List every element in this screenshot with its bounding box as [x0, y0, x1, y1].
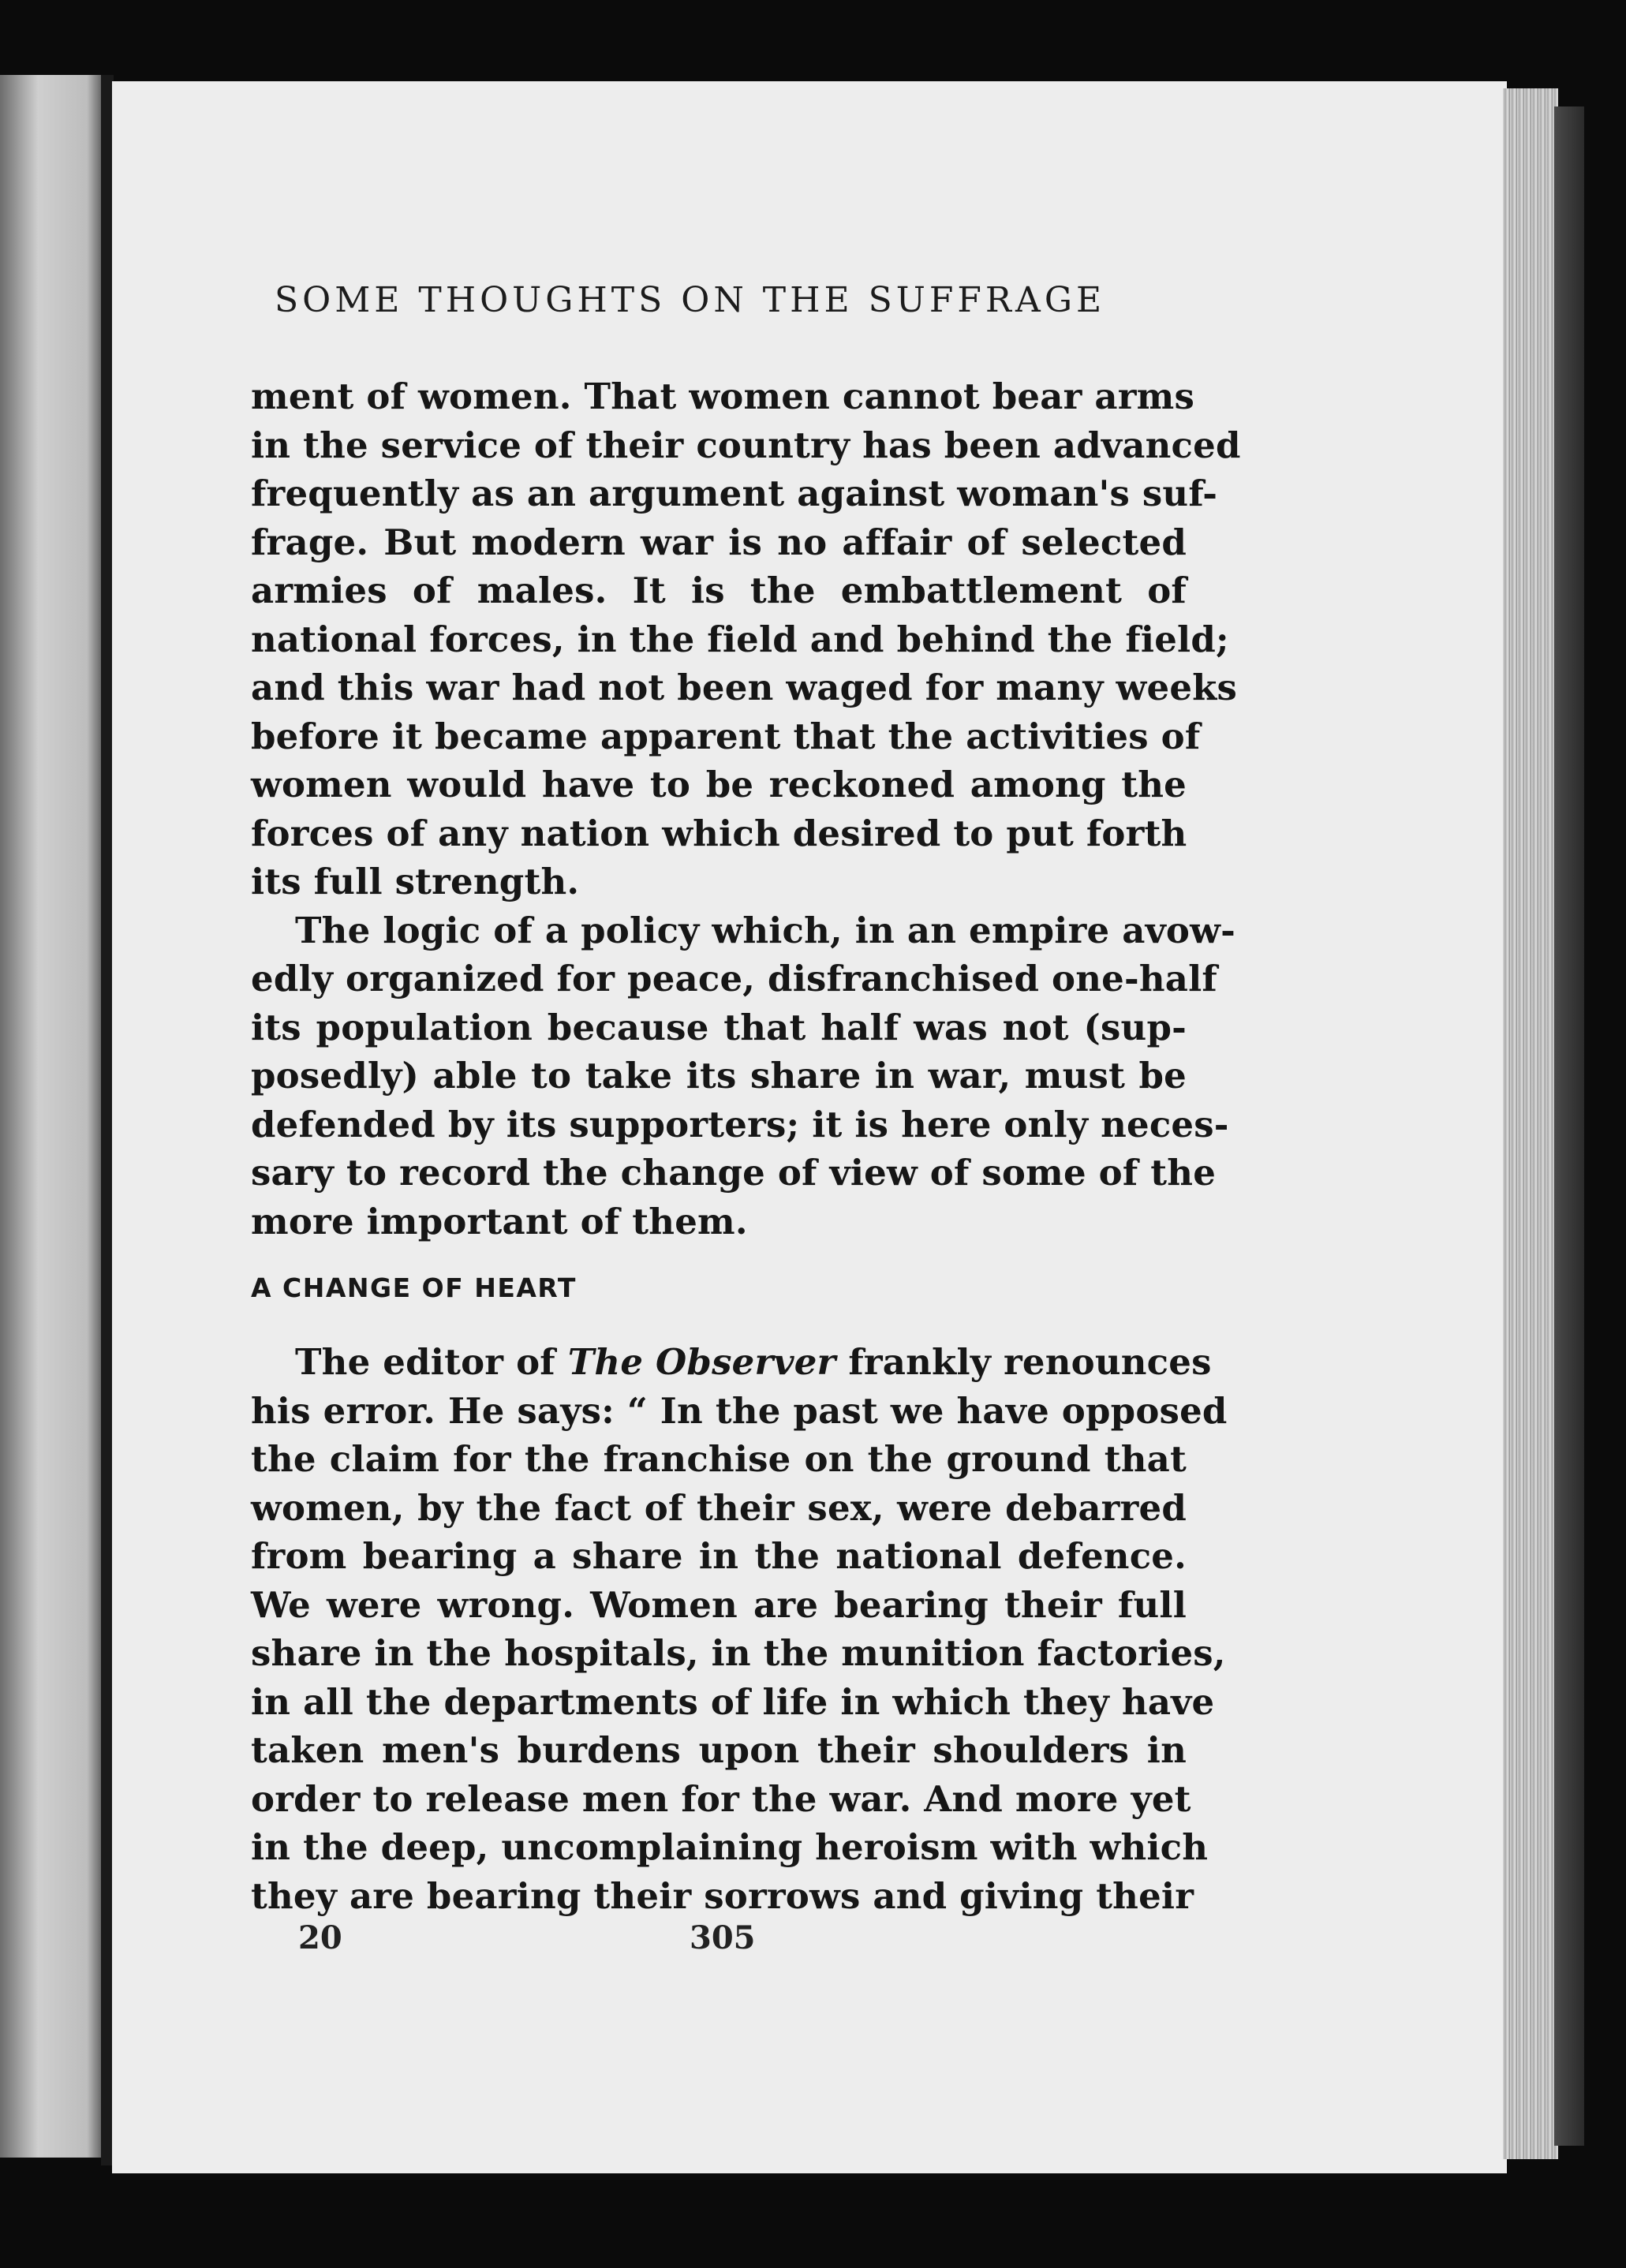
text-line: posedly) able to take its share in war, must be — [251, 1055, 1187, 1097]
text-line: frequently as an argument against woman's suf- — [251, 473, 1218, 514]
text-line: in all the departments of life in which they have — [251, 1680, 1215, 1723]
text-line: women, by the fact of their sex, were debarred — [251, 1486, 1187, 1529]
text-line: from bearing a share in the national defence. — [251, 1535, 1187, 1577]
section-heading: A CHANGE OF HEART — [251, 1272, 577, 1303]
text-line: order to release men for the war. And more yet — [251, 1777, 1191, 1820]
body-text-second — [251, 1338, 1228, 1920]
text-line: they are bearing their sorrows and giving their — [251, 1874, 1194, 1917]
paragraph-2 — [251, 906, 1235, 1246]
text-line-with-italic — [251, 1338, 1212, 1387]
text-line: more important of them. — [251, 1200, 748, 1242]
text-line: frage. But modern war is no affair of selected — [251, 521, 1187, 563]
page-number: 305 — [690, 1919, 756, 1956]
text-line: national forces, in the field and behind the field; — [251, 618, 1229, 660]
paragraph-1 — [251, 372, 1241, 906]
body-text-first — [251, 372, 1241, 1246]
text-fragment: The editor of — [295, 1341, 568, 1383]
text-line: edly organized for peace, disfranchised one-half — [251, 958, 1217, 999]
text-line: defended by its supporters; it is here only neces- — [251, 1103, 1229, 1145]
book-cover-edge — [1554, 106, 1584, 2146]
publication-title: The Observer — [567, 1341, 836, 1383]
text-line: sary to record the change of view of some of the — [251, 1152, 1217, 1194]
text-line: women would have to be reckoned among the — [251, 764, 1187, 805]
text-line: in the service of their country has been advanced — [251, 424, 1241, 466]
text-line: share in the hospitals, in the munition factories, — [251, 1632, 1226, 1674]
text-line: his error. He says: “ In the past we have opposed — [251, 1389, 1228, 1432]
text-line: in the deep, uncomplaining heroism with which — [251, 1826, 1209, 1868]
text-line: and this war had not been waged for many weeks — [251, 667, 1238, 708]
text-line: forces of any nation which desired to put forth — [251, 812, 1187, 854]
text-line: its full strength. — [251, 861, 580, 902]
text-line: ment of women. That women cannot bear arms — [251, 376, 1194, 417]
text-line: We were wrong. Women are bearing their full — [251, 1583, 1187, 1626]
text-line: before it became apparent that the activities of — [251, 715, 1201, 757]
text-line: its population because that half was not (sup- — [251, 1006, 1187, 1048]
text-line: taken men's burdens upon their shoulders in — [251, 1729, 1187, 1771]
signature-mark: 20 — [298, 1919, 342, 1956]
text-line: the claim for the franchise on the ground that — [251, 1438, 1187, 1480]
text-fragment: frankly renounces — [835, 1341, 1212, 1383]
page-block-edge — [1503, 88, 1558, 2159]
running-head: SOME THOUGHTS ON THE SUFFRAGE — [275, 280, 1106, 320]
facing-page-edge — [0, 75, 109, 2158]
text-line: armies of males. It is the embattlement of — [251, 570, 1187, 611]
text-line: The logic of a policy which, in an empire avow- — [295, 909, 1235, 951]
